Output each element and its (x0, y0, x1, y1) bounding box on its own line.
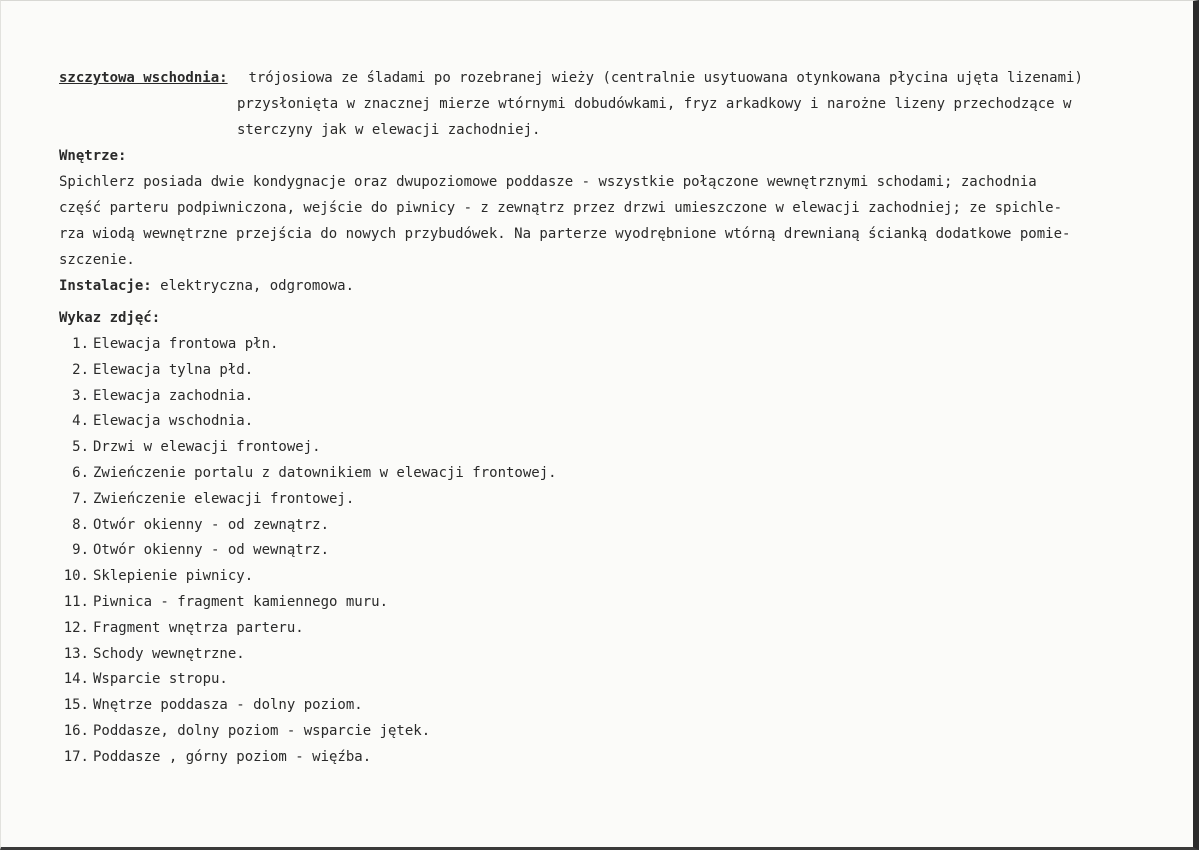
photo-list-item (59, 516, 329, 534)
photo-item-number: 9. (72, 542, 89, 558)
photos-heading: Wykaz zdjęć: (59, 310, 161, 326)
east-gable-line-2: przysłonięta w znacznej mierze wtórnymi dobudówkami, fryz arkadkowy i narożne lizeny przechodzące w (237, 96, 1072, 112)
photo-item-number: 3. (72, 388, 89, 404)
photo-item-text: Fragment wnętrza parteru. (93, 620, 304, 636)
photo-item-text: Wnętrze poddasza - dolny poziom. (93, 697, 363, 713)
east-gable-line-3: sterczyny jak w elewacji zachodniej. (237, 122, 541, 138)
photo-item-text: Zwieńczenie portalu z datownikiem w elewacji frontowej. (93, 465, 557, 481)
photo-list-item (59, 412, 253, 430)
photo-list-item (59, 670, 228, 688)
interior-line-4: szczenie. (59, 252, 135, 268)
photo-item-text: Drzwi w elewacji frontowej. (93, 439, 321, 455)
photo-list-item (59, 335, 278, 353)
photo-item-text: Elewacja wschodnia. (93, 413, 254, 429)
photo-item-number: 4. (72, 413, 89, 429)
photo-item-number: 5. (72, 439, 89, 455)
east-gable-line-1 (59, 69, 1083, 87)
photo-list-item (59, 645, 245, 663)
photo-item-number: 10. (63, 568, 89, 584)
photo-list-item (59, 696, 363, 714)
photo-list-item (59, 593, 388, 611)
photo-list-item (59, 567, 253, 585)
photo-item-number: 16. (63, 723, 89, 739)
photo-item-text: Otwór okienny - od wewnątrz. (93, 542, 330, 558)
photo-item-text: Otwór okienny - od zewnątrz. (93, 517, 330, 533)
photo-item-number: 7. (72, 491, 89, 507)
photo-list-item (59, 490, 354, 508)
photo-item-text: Poddasze , górny poziom - więźba. (93, 749, 372, 765)
photo-item-text: Schody wewnętrzne. (93, 646, 245, 662)
photo-list-item (59, 361, 253, 379)
photo-item-text: Wsparcie stropu. (93, 671, 228, 687)
photo-item-text: Piwnica - fragment kamiennego muru. (93, 594, 389, 610)
photo-list-item (59, 722, 430, 740)
photo-list-item (59, 464, 557, 482)
installations-value: elektryczna, odgromowa. (160, 278, 355, 294)
photo-item-number: 1. (72, 336, 89, 352)
photo-item-number: 11. (63, 594, 89, 610)
interior-line-3: rza wiodą wewnętrzne przejścia do nowych przybudówek. Na parterze wyodrębnione wtórną drewnianą ścianką dodatkowe pomie- (59, 226, 1071, 242)
photo-list-item (59, 541, 329, 559)
interior-line-2: część parteru podpiwniczona, wejście do piwnicy - z zewnątrz przez drzwi umieszczone w elewacji zachodniej; ze spichle- (59, 200, 1063, 216)
photo-item-number: 15. (63, 697, 89, 713)
photo-item-text: Zwieńczenie elewacji frontowej. (93, 491, 355, 507)
east-gable-label: szczytowa wschodnia: (59, 70, 228, 86)
photo-item-number: 17. (63, 749, 89, 765)
photo-item-text: Elewacja frontowa płn. (93, 336, 279, 352)
photo-item-number: 8. (72, 517, 89, 533)
photo-item-text: Elewacja tylna płd. (93, 362, 254, 378)
photo-item-number: 14. (63, 671, 89, 687)
photo-list-item (59, 619, 304, 637)
photo-list-item (59, 387, 253, 405)
photo-item-text: Elewacja zachodnia. (93, 388, 254, 404)
photo-item-number: 12. (63, 620, 89, 636)
photo-list-item (59, 438, 321, 456)
installations-line (59, 277, 354, 295)
photo-list-item (59, 748, 371, 766)
east-gable-text: trójosiowa ze śladami po rozebranej wieży (centralnie usytuowana otynkowana płycina ujęta lizenami) (248, 70, 1083, 86)
interior-line-1: Spichlerz posiada dwie kondygnacje oraz dwupoziomowe poddasze - wszystkie połączone wewnętrznymi schodami; zachodnia (59, 174, 1037, 190)
installations-label: Instalacje: (59, 278, 152, 294)
photo-item-number: 2. (72, 362, 89, 378)
interior-heading: Wnętrze: (59, 148, 127, 164)
photo-item-number: 6. (72, 465, 89, 481)
photo-item-text: Sklepienie piwnicy. (93, 568, 254, 584)
photo-item-text: Poddasze, dolny poziom - wsparcie jętek. (93, 723, 431, 739)
photo-item-number: 13. (63, 646, 89, 662)
